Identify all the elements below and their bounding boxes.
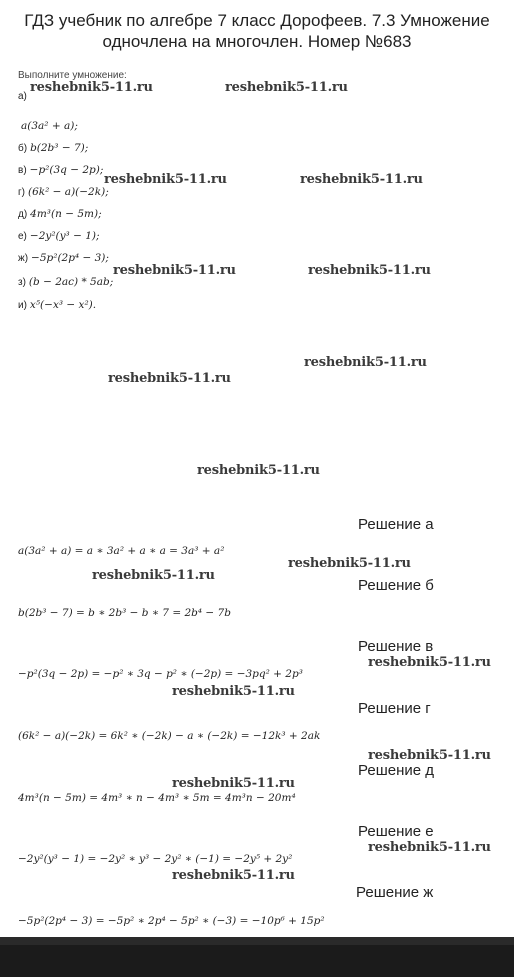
solution-heading: Решение а xyxy=(358,516,434,533)
solution-equation: −5p²(2p⁴ − 3) = −5p² ∗ 2p⁴ − 5p² ∗ (−3) = −10p⁶ + 15p² xyxy=(18,915,325,927)
solution-equation: (6k² − a)(−2k) = 6k² ∗ (−2k) − a ∗ (−2k) = −12k³ + 2ak xyxy=(18,730,321,742)
watermark: reshebnik5-11.ru xyxy=(197,463,320,478)
task-label: д) xyxy=(18,209,28,220)
task-label: е) xyxy=(18,231,27,242)
watermark: reshebnik5-11.ru xyxy=(172,684,295,699)
watermark: reshebnik5-11.ru xyxy=(172,868,295,883)
watermark: reshebnik5-11.ru xyxy=(104,172,227,187)
task-item xyxy=(18,142,88,154)
solution-equation: 4m³(n − 5m) = 4m³ ∗ n − 4m³ ∗ 5m = 4m³n − 20m⁴ xyxy=(18,792,296,804)
task-item xyxy=(18,120,78,132)
task-item xyxy=(18,299,96,311)
watermark: reshebnik5-11.ru xyxy=(368,748,491,763)
task-expression: a(3a² + a); xyxy=(21,120,78,132)
task-item xyxy=(18,252,109,264)
watermark: reshebnik5-11.ru xyxy=(300,172,423,187)
solution-heading: Решение б xyxy=(358,577,434,594)
task-lead: Выполните умножение: xyxy=(18,70,127,81)
task-expression: 4m³(n − 5m); xyxy=(30,208,102,220)
task-item xyxy=(18,164,103,176)
task-label: г) xyxy=(18,187,25,198)
watermark: reshebnik5-11.ru xyxy=(92,568,215,583)
watermark: reshebnik5-11.ru xyxy=(288,556,411,571)
task-item xyxy=(18,230,100,242)
task-expression: x⁵(−x³ − x²). xyxy=(29,299,97,311)
task-expression: −5p²(2p⁴ − 3); xyxy=(31,252,109,264)
watermark: reshebnik5-11.ru xyxy=(113,263,236,278)
task-expression: −2y²(y³ − 1); xyxy=(29,230,100,242)
task-item xyxy=(18,186,109,198)
footer-strip xyxy=(0,937,514,945)
footer-bar xyxy=(0,937,514,977)
task-label: и) xyxy=(18,300,27,311)
watermark: reshebnik5-11.ru xyxy=(304,355,427,370)
task-label: в) xyxy=(18,165,27,176)
watermark: reshebnik5-11.ru xyxy=(225,80,348,95)
task-label: ж) xyxy=(18,253,29,264)
watermark: reshebnik5-11.ru xyxy=(368,655,491,670)
task-expression: (b − 2ac) * 5ab; xyxy=(28,276,114,288)
solution-equation: b(2b³ − 7) = b ∗ 2b³ − b ∗ 7 = 2b⁴ − 7b xyxy=(18,607,231,619)
watermark: reshebnik5-11.ru xyxy=(30,80,153,95)
task-label: б) xyxy=(18,143,28,154)
task-item xyxy=(18,208,102,220)
watermark: reshebnik5-11.ru xyxy=(308,263,431,278)
watermark: reshebnik5-11.ru xyxy=(368,840,491,855)
task-expression: b(2b³ − 7); xyxy=(30,142,89,154)
solution-heading: Решение г xyxy=(358,700,431,717)
solution-heading: Решение в xyxy=(358,638,434,655)
task-label: з) xyxy=(18,277,26,288)
task-item xyxy=(18,276,113,288)
solution-equation: a(3a² + a) = a ∗ 3a² + a ∗ a = 3a³ + a² xyxy=(18,545,225,557)
task-label: а) xyxy=(18,91,27,102)
watermark: reshebnik5-11.ru xyxy=(108,371,231,386)
task-expression: −p²(3q − 2p); xyxy=(29,164,104,176)
solution-heading: Решение ж xyxy=(356,884,434,901)
watermark: reshebnik5-11.ru xyxy=(172,776,295,791)
solution-heading: Решение е xyxy=(358,823,434,840)
solution-equation: −2y²(y³ − 1) = −2y² ∗ y³ − 2y² ∗ (−1) = −2y⁵ + 2y² xyxy=(18,853,293,865)
task-expression: (6k² − a)(−2k); xyxy=(27,186,109,198)
task-item xyxy=(18,90,30,102)
solution-equation: −p²(3q − 2p) = −p² ∗ 3q − p² ∗ (−2p) = −3pq² + 2p³ xyxy=(18,668,303,680)
page-title: ГДЗ учебник по алгебре 7 класс Дорофеев. 7.3 Умножение одночлена на многочлен. Номер №683 xyxy=(24,11,490,51)
solution-heading: Решение д xyxy=(358,762,434,779)
